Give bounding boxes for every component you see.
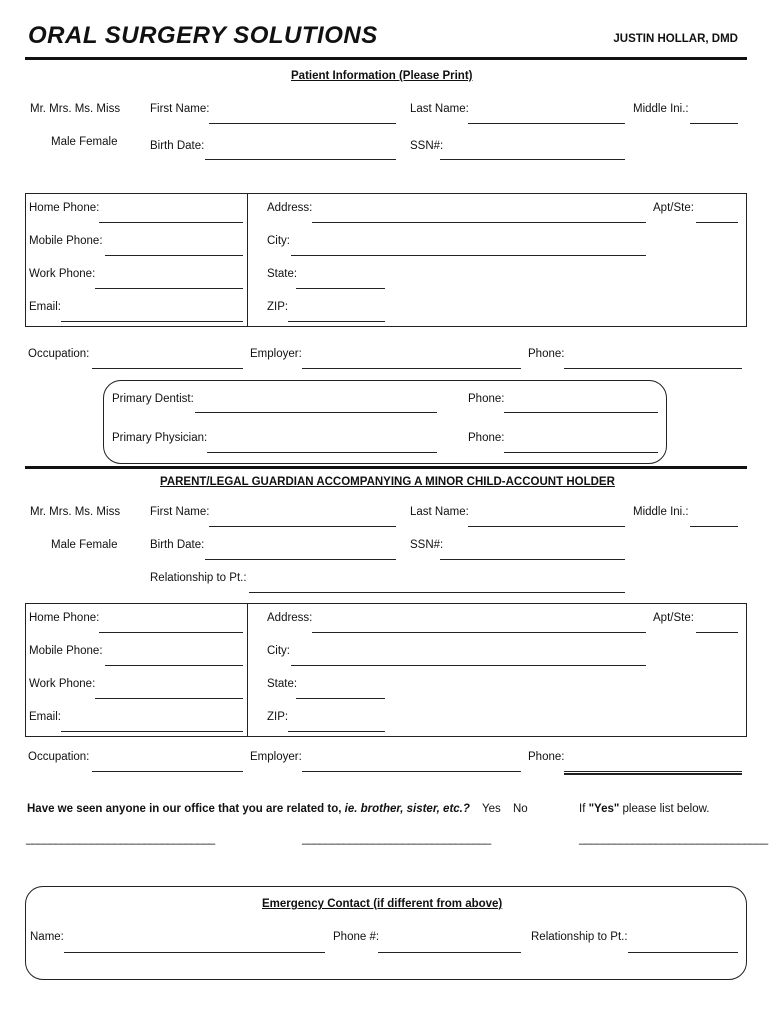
related-question-text: Have we seen anyone in our office that you are related to, [27, 803, 342, 815]
guardian-zip-label: ZIP: [267, 711, 289, 723]
guardian-last-name-field[interactable] [468, 526, 625, 527]
related-list-blank-3[interactable]: ________________________________ [579, 833, 768, 845]
patient-mobile-phone-label: Mobile Phone: [29, 235, 103, 247]
patient-zip-label: ZIP: [267, 301, 289, 313]
emergency-relationship-label: Relationship to Pt.: [531, 931, 628, 943]
guardian-birth-date-field[interactable] [205, 559, 396, 560]
patient-first-name-label: First Name: [150, 103, 210, 115]
guardian-employer-field[interactable] [302, 771, 521, 772]
related-list-blank-2[interactable]: ________________________________ [302, 833, 491, 845]
guardian-phone-label: Phone: [528, 751, 565, 763]
guardian-occupation-field[interactable] [92, 771, 243, 772]
header-rule [25, 57, 747, 60]
related-question-examples: ie. brother, sister, etc.? [344, 803, 470, 815]
patient-employer-label: Employer: [250, 348, 302, 360]
related-yes-option[interactable]: Yes [482, 803, 501, 815]
dentist-phone-field[interactable] [504, 412, 658, 413]
guardian-relationship-field[interactable] [249, 592, 625, 593]
patient-last-name-label: Last Name: [410, 103, 469, 115]
guardian-middle-initial-field[interactable] [690, 526, 738, 527]
patient-state-field[interactable] [296, 288, 385, 289]
patient-apt-label: Apt/Ste: [653, 202, 694, 214]
guardian-work-phone-field[interactable] [95, 698, 243, 699]
emergency-phone-label: Phone #: [333, 931, 380, 943]
patient-middle-initial-field[interactable] [690, 123, 738, 124]
patient-occupation-label: Occupation: [28, 348, 90, 360]
emergency-section-title: Emergency Contact (if different from above) [262, 898, 503, 910]
guardian-last-name-label: Last Name: [410, 506, 469, 518]
guardian-ssn-field[interactable] [440, 559, 625, 560]
primary-physician-label: Primary Physician: [112, 432, 208, 444]
guardian-address-field[interactable] [312, 632, 646, 633]
patient-last-name-field[interactable] [468, 123, 625, 124]
guardian-phone-field[interactable] [564, 771, 742, 772]
guardian-first-name-field[interactable] [209, 526, 396, 527]
patient-birth-date-field[interactable] [205, 159, 396, 160]
guardian-birth-date-label: Birth Date: [150, 539, 205, 551]
doctor-name: JUSTIN HOLLAR, DMD [613, 33, 738, 45]
guardian-state-field[interactable] [296, 698, 385, 699]
patient-email-label: Email: [29, 301, 61, 313]
guardian-contact-divider [247, 603, 248, 736]
guardian-city-label: City: [267, 645, 290, 657]
guardian-employer-label: Employer: [250, 751, 302, 763]
guardian-ssn-label: SSN#: [410, 539, 444, 551]
guardian-state-label: State: [267, 678, 298, 690]
related-list-blank-1[interactable]: ________________________________ [26, 833, 215, 845]
guardian-contact-box [25, 603, 747, 737]
related-no-option[interactable]: No [513, 803, 528, 815]
guardian-first-name-label: First Name: [150, 506, 210, 518]
guardian-work-phone-label: Work Phone: [29, 678, 96, 690]
patient-section-title: Patient Information (Please Print) [291, 70, 473, 82]
guardian-home-phone-label: Home Phone: [29, 612, 100, 624]
guardian-occupation-label: Occupation: [28, 751, 90, 763]
guardian-apt-field[interactable] [696, 632, 738, 633]
physician-phone-field[interactable] [504, 452, 658, 453]
guardian-home-phone-field[interactable] [99, 632, 243, 633]
patient-email-field[interactable] [61, 321, 243, 322]
guardian-zip-field[interactable] [288, 731, 385, 732]
guardian-mobile-phone-field[interactable] [105, 665, 243, 666]
patient-contact-box [25, 193, 747, 327]
guardian-section-title: PARENT/LEGAL GUARDIAN ACCOMPANYING A MINOR CHILD-ACCOUNT HOLDER [160, 476, 615, 488]
patient-phone-field[interactable] [564, 368, 742, 369]
patient-work-phone-label: Work Phone: [29, 268, 96, 280]
patient-birth-date-label: Birth Date: [150, 140, 205, 152]
guardian-gender-options[interactable]: Male Female [51, 539, 118, 551]
patient-apt-field[interactable] [696, 222, 738, 223]
practice-name: ORAL SURGERY SOLUTIONS [28, 22, 378, 49]
guardian-phone-underline [564, 773, 742, 775]
patient-address-label: Address: [267, 202, 313, 214]
patient-occupation-field[interactable] [92, 368, 243, 369]
patient-first-name-field[interactable] [209, 123, 396, 124]
patient-ssn-field[interactable] [440, 159, 625, 160]
patient-city-label: City: [267, 235, 290, 247]
primary-physician-field[interactable] [207, 452, 437, 453]
patient-ssn-label: SSN#: [410, 140, 444, 152]
emergency-phone-field[interactable] [378, 952, 521, 953]
guardian-email-label: Email: [29, 711, 61, 723]
primary-dentist-label: Primary Dentist: [112, 393, 194, 405]
patient-state-label: State: [267, 268, 298, 280]
dentist-phone-label: Phone: [468, 393, 505, 405]
patient-employer-field[interactable] [302, 368, 521, 369]
patient-title-options[interactable]: Mr. Mrs. Ms. Miss [30, 103, 121, 115]
guardian-title-options[interactable]: Mr. Mrs. Ms. Miss [30, 506, 121, 518]
patient-middle-initial-label: Middle Ini.: [633, 103, 689, 115]
patient-address-field[interactable] [312, 222, 646, 223]
emergency-name-field[interactable] [64, 952, 325, 953]
patient-contact-divider [247, 193, 248, 326]
guardian-relationship-label: Relationship to Pt.: [150, 572, 247, 584]
patient-city-field[interactable] [291, 255, 646, 256]
related-if-yes-note: If "Yes" please list below. [579, 803, 710, 815]
guardian-apt-label: Apt/Ste: [653, 612, 694, 624]
guardian-mobile-phone-label: Mobile Phone: [29, 645, 103, 657]
guardian-address-label: Address: [267, 612, 313, 624]
patient-zip-field[interactable] [288, 321, 385, 322]
emergency-name-label: Name: [30, 931, 64, 943]
patient-work-phone-field[interactable] [95, 288, 243, 289]
guardian-middle-initial-label: Middle Ini.: [633, 506, 689, 518]
emergency-relationship-field[interactable] [628, 952, 738, 953]
guardian-email-field[interactable] [61, 731, 243, 732]
patient-phone-label: Phone: [528, 348, 565, 360]
guardian-rule [25, 466, 747, 469]
patient-home-phone-field[interactable] [99, 222, 243, 223]
related-question [27, 803, 470, 815]
patient-mobile-phone-field[interactable] [105, 255, 243, 256]
primary-dentist-field[interactable] [195, 412, 437, 413]
patient-home-phone-label: Home Phone: [29, 202, 100, 214]
physician-phone-label: Phone: [468, 432, 505, 444]
guardian-city-field[interactable] [291, 665, 646, 666]
patient-gender-options[interactable]: Male Female [51, 136, 118, 148]
